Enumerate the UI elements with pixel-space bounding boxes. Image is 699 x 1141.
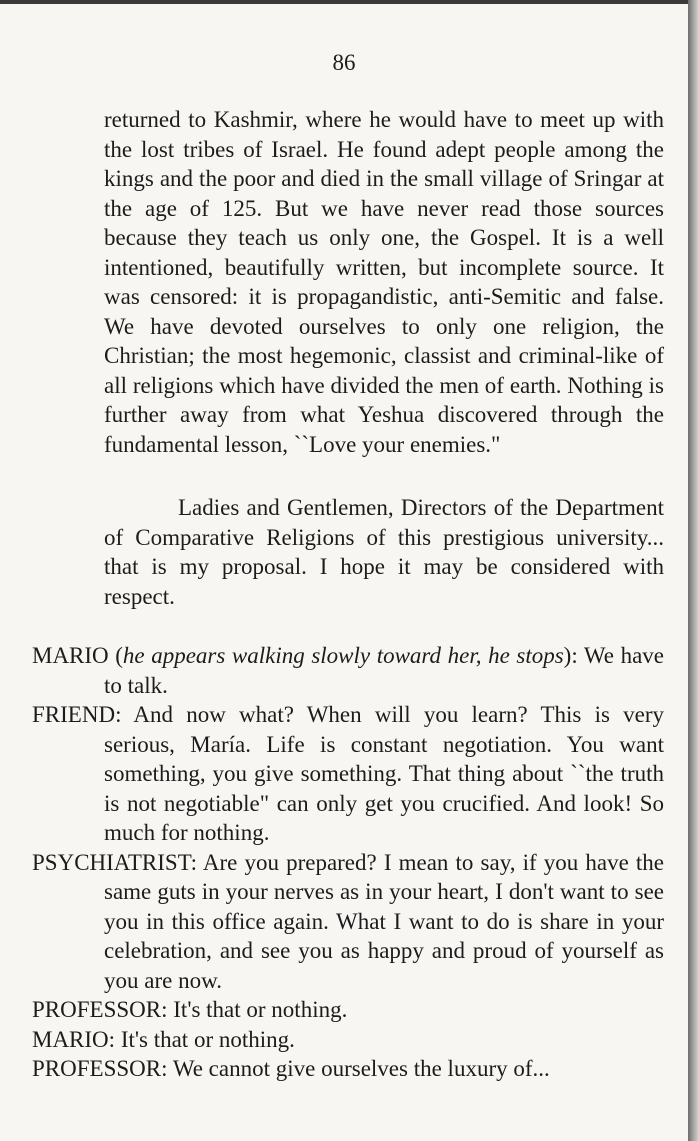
stage-direction: he appears walking slowly toward her, he stops xyxy=(122,643,564,668)
book-page xyxy=(0,4,688,1141)
speaker-name: PROFESSOR xyxy=(32,1056,162,1081)
dialogue-line-psychiatrist xyxy=(32,848,664,996)
separator: : xyxy=(108,1026,121,1052)
speaker-name: PSYCHIATRIST xyxy=(32,849,191,875)
stage-open: ( xyxy=(108,643,123,668)
narrative-block xyxy=(104,105,664,459)
scan-right-edge xyxy=(688,0,699,1141)
spoken-line: It's that or nothing. xyxy=(120,1026,295,1052)
dialogue-line-professor xyxy=(32,995,664,1025)
spoken-line: We have to talk. xyxy=(104,643,664,698)
page-number: 86 xyxy=(332,50,356,75)
speaker-name: MARIO xyxy=(32,1026,109,1052)
speaker-name: PROFESSOR xyxy=(32,997,162,1022)
spoken-line: It's that or nothing. xyxy=(173,997,348,1022)
narrative-block-2 xyxy=(104,493,664,611)
dialogue-line-friend xyxy=(32,700,664,848)
spoken-line: We cannot give ourselves the luxury of... xyxy=(172,1056,550,1081)
speaker-name: FRIEND xyxy=(32,702,116,727)
paragraph-1: returned to Kashmir, where he would have to meet up with the lost tribes of Israel. He found adept people among the kings and the poor and died in the small village of Sringar at the age of 125. But we have never read those sources because they teach us only one, the Gospel. It is a well intentioned, beautifully written, but incomplete source. It was censored: it is propagandistic, anti-Semitic and false. We have devoted ourselves to only one religion, the Christian; the most hegemonic, classist and criminal-like of all religions which have divided the men of earth. Nothing is further away from what Yeshua discovered through the fundamental lesson, ``Love your enemies." xyxy=(104,107,664,457)
dialogue-line-mario-2 xyxy=(32,1025,664,1055)
dialogue-line-professor-2 xyxy=(32,1054,664,1084)
dialogue-block xyxy=(32,641,664,1084)
speaker-name: MARIO xyxy=(32,643,109,668)
dialogue-line-mario xyxy=(32,641,664,700)
separator: : xyxy=(115,702,134,727)
stage-close: ): xyxy=(563,643,584,668)
separator: : xyxy=(190,849,203,875)
paragraph-2: Ladies and Gentlemen, Directors of the Department of Comparative Religions of this prestigious university... that is my proposal. I hope it may be considered with respect. xyxy=(104,495,664,609)
spoken-line: And now what? When will you learn? This is very serious, María. Life is constant negotiation. You want something, you give something. That thing about ``the truth is not negotiable" can only get you crucified. And look! So much for nothing. xyxy=(104,702,664,845)
spoken-line: Are you prepared? I mean to say, if you have the same guts in your nerves as in your heart, I don't want to see you in this office again. What I want to do is share in your celebration, and see you as happy and proud of yourself as you are now. xyxy=(104,849,665,993)
separator: : xyxy=(161,1056,173,1081)
separator: : xyxy=(161,997,174,1022)
